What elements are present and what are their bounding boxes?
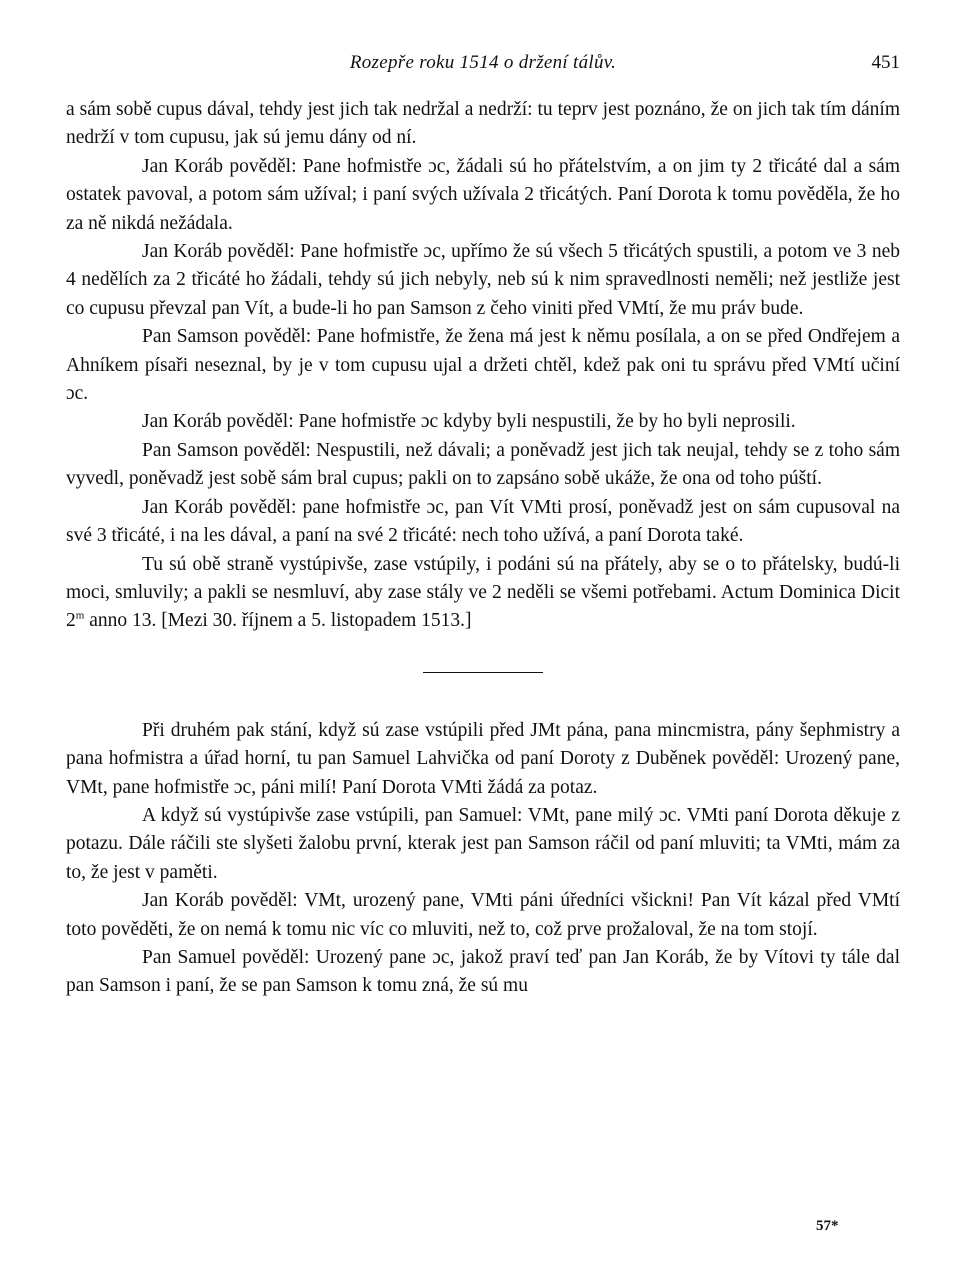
paragraph: Pan Samson pověděl: Pane hofmistře, že žena má jest k němu posílala, a on se před Ondřejem a Ahníkem písaři neseznal, by je v tom cupusu ujal a držeti chtěl, kdež pak oni tu správu před VMtí učiní ɔc. [66,326,900,405]
page-header [66,52,900,82]
final-paragraph-tail: anno 13. [Mezi 30. říjnem a 5. listopadem 1513.] [84,610,472,632]
signature-mark: 57* [816,1218,839,1234]
paragraph: Jan Koráb pověděl: Pane hofmistře ɔc kdyby byli nespustili, že by ho byli neprosili. [142,411,796,433]
paragraph: Jan Koráb pověděl: Pane hofmistře ɔc, upřímo že sú všech 5 třicátých spustili, a potom ve 3 neb 4 nedělích za 2 třicáté ho žádali, tehdy sú jich nebyly, neb sú k nim spravedlnosti neměli; než jestliže jest co cupusu převzal pan Vít, a bude-li ho pan Samson z čeho viniti před VMtí, že mu práv bude. [66,241,900,319]
paragraph: Při druhém pak stání, když sú zase vstúpili před JMt pána, pana mincmistra, pány šephmistry a pana hofmistra a úřad horní, tu pan Samuel Lahvička od paní Doroty z Duběnek pověděl: Urozený pane, VMt, pane hofmistře ɔc, páni milí! Paní Dorota VMti žádá za potaz. [66,719,900,798]
section-divider [423,672,543,673]
body-text [66,96,900,1001]
final-paragraph [66,551,900,636]
paragraph: A když sú vystúpivše zase vstúpili, pan Samuel: VMt, pane milý ɔc. VMti paní Dorota děkuje z potazu. Dále ráčili ste slyšeti žalobu první, kterak jest pan Samson ráčil od paní mluviti; ta VMti, mám za to, že jest v paměti. [66,804,900,883]
final-paragraph-text: Tu sú obě straně vystúpivše, zase vstúpily, i podáni sú na přátely, aby se o to přátelsky, budú-li moci, smluvily; a pakli se nesmluví, aby zase stály ve 2 neděli se všemi potřebami. Actum Dominica Dicit 2 [66,553,900,632]
paragraph: Pan Samuel pověděl: Urozený pane ɔc, jakož praví teď pan Jan Koráb, že by Vítovi ty tále dal pan Samson i paní, že se pan Samson k tomu zná, že sú mu [66,946,900,997]
paragraph-group-before [66,96,900,551]
running-title: Rozepře roku 1514 o držení tálův. [349,52,617,73]
paragraph: Jan Koráb pověděl: pane hofmistře ɔc, pan Vít VMti prosí, poněvadž jest on sám cupusoval na své 3 třicáté, i na les dával, a paní na své 2 třicáté: nech toho užívá, a paní Dorota také. [66,496,900,547]
paragraph: Jan Koráb pověděl: Pane hofmistře ɔc, žádali sú ho přátelstvím, a on jim ty 2 třicáté dal a sám ostatek pavoval, a potom sám užíval; i paní svých užívala 2 třicátých. Paní Dorota k tomu pověděla, že ho za ně nikdá nežádala. [66,155,900,234]
superscript: m [75,609,85,622]
paragraph: Jan Koráb pověděl: VMt, urozený pane, VMti páni úředníci všickni! Pan Vít kázal před VMtí toto pověděti, že on nemá k tomu nic víc co mluviti, než to, což prve prožaloval, že na tom stojí. [66,890,900,940]
page-number: 451 [871,52,900,73]
paragraph-group-after [66,717,900,1001]
paragraph: Pan Samson pověděl: Nespustili, než dávali; a poněvadž jest jich tak neujal, tehdy se z toho sám vyvedl, poněvadž jest sobě sám bral cupus; pakli on to zapsáno sobě ukáže, že ona od toho púští. [66,439,900,490]
paragraph: a sám sobě cupus dával, tehdy jest jich tak nedržal a nedrží: tu teprv jest poznáno, že on jich tak tím dáním nedrží v tom cupusu, jak sú jemu dány od ní. [66,99,900,149]
